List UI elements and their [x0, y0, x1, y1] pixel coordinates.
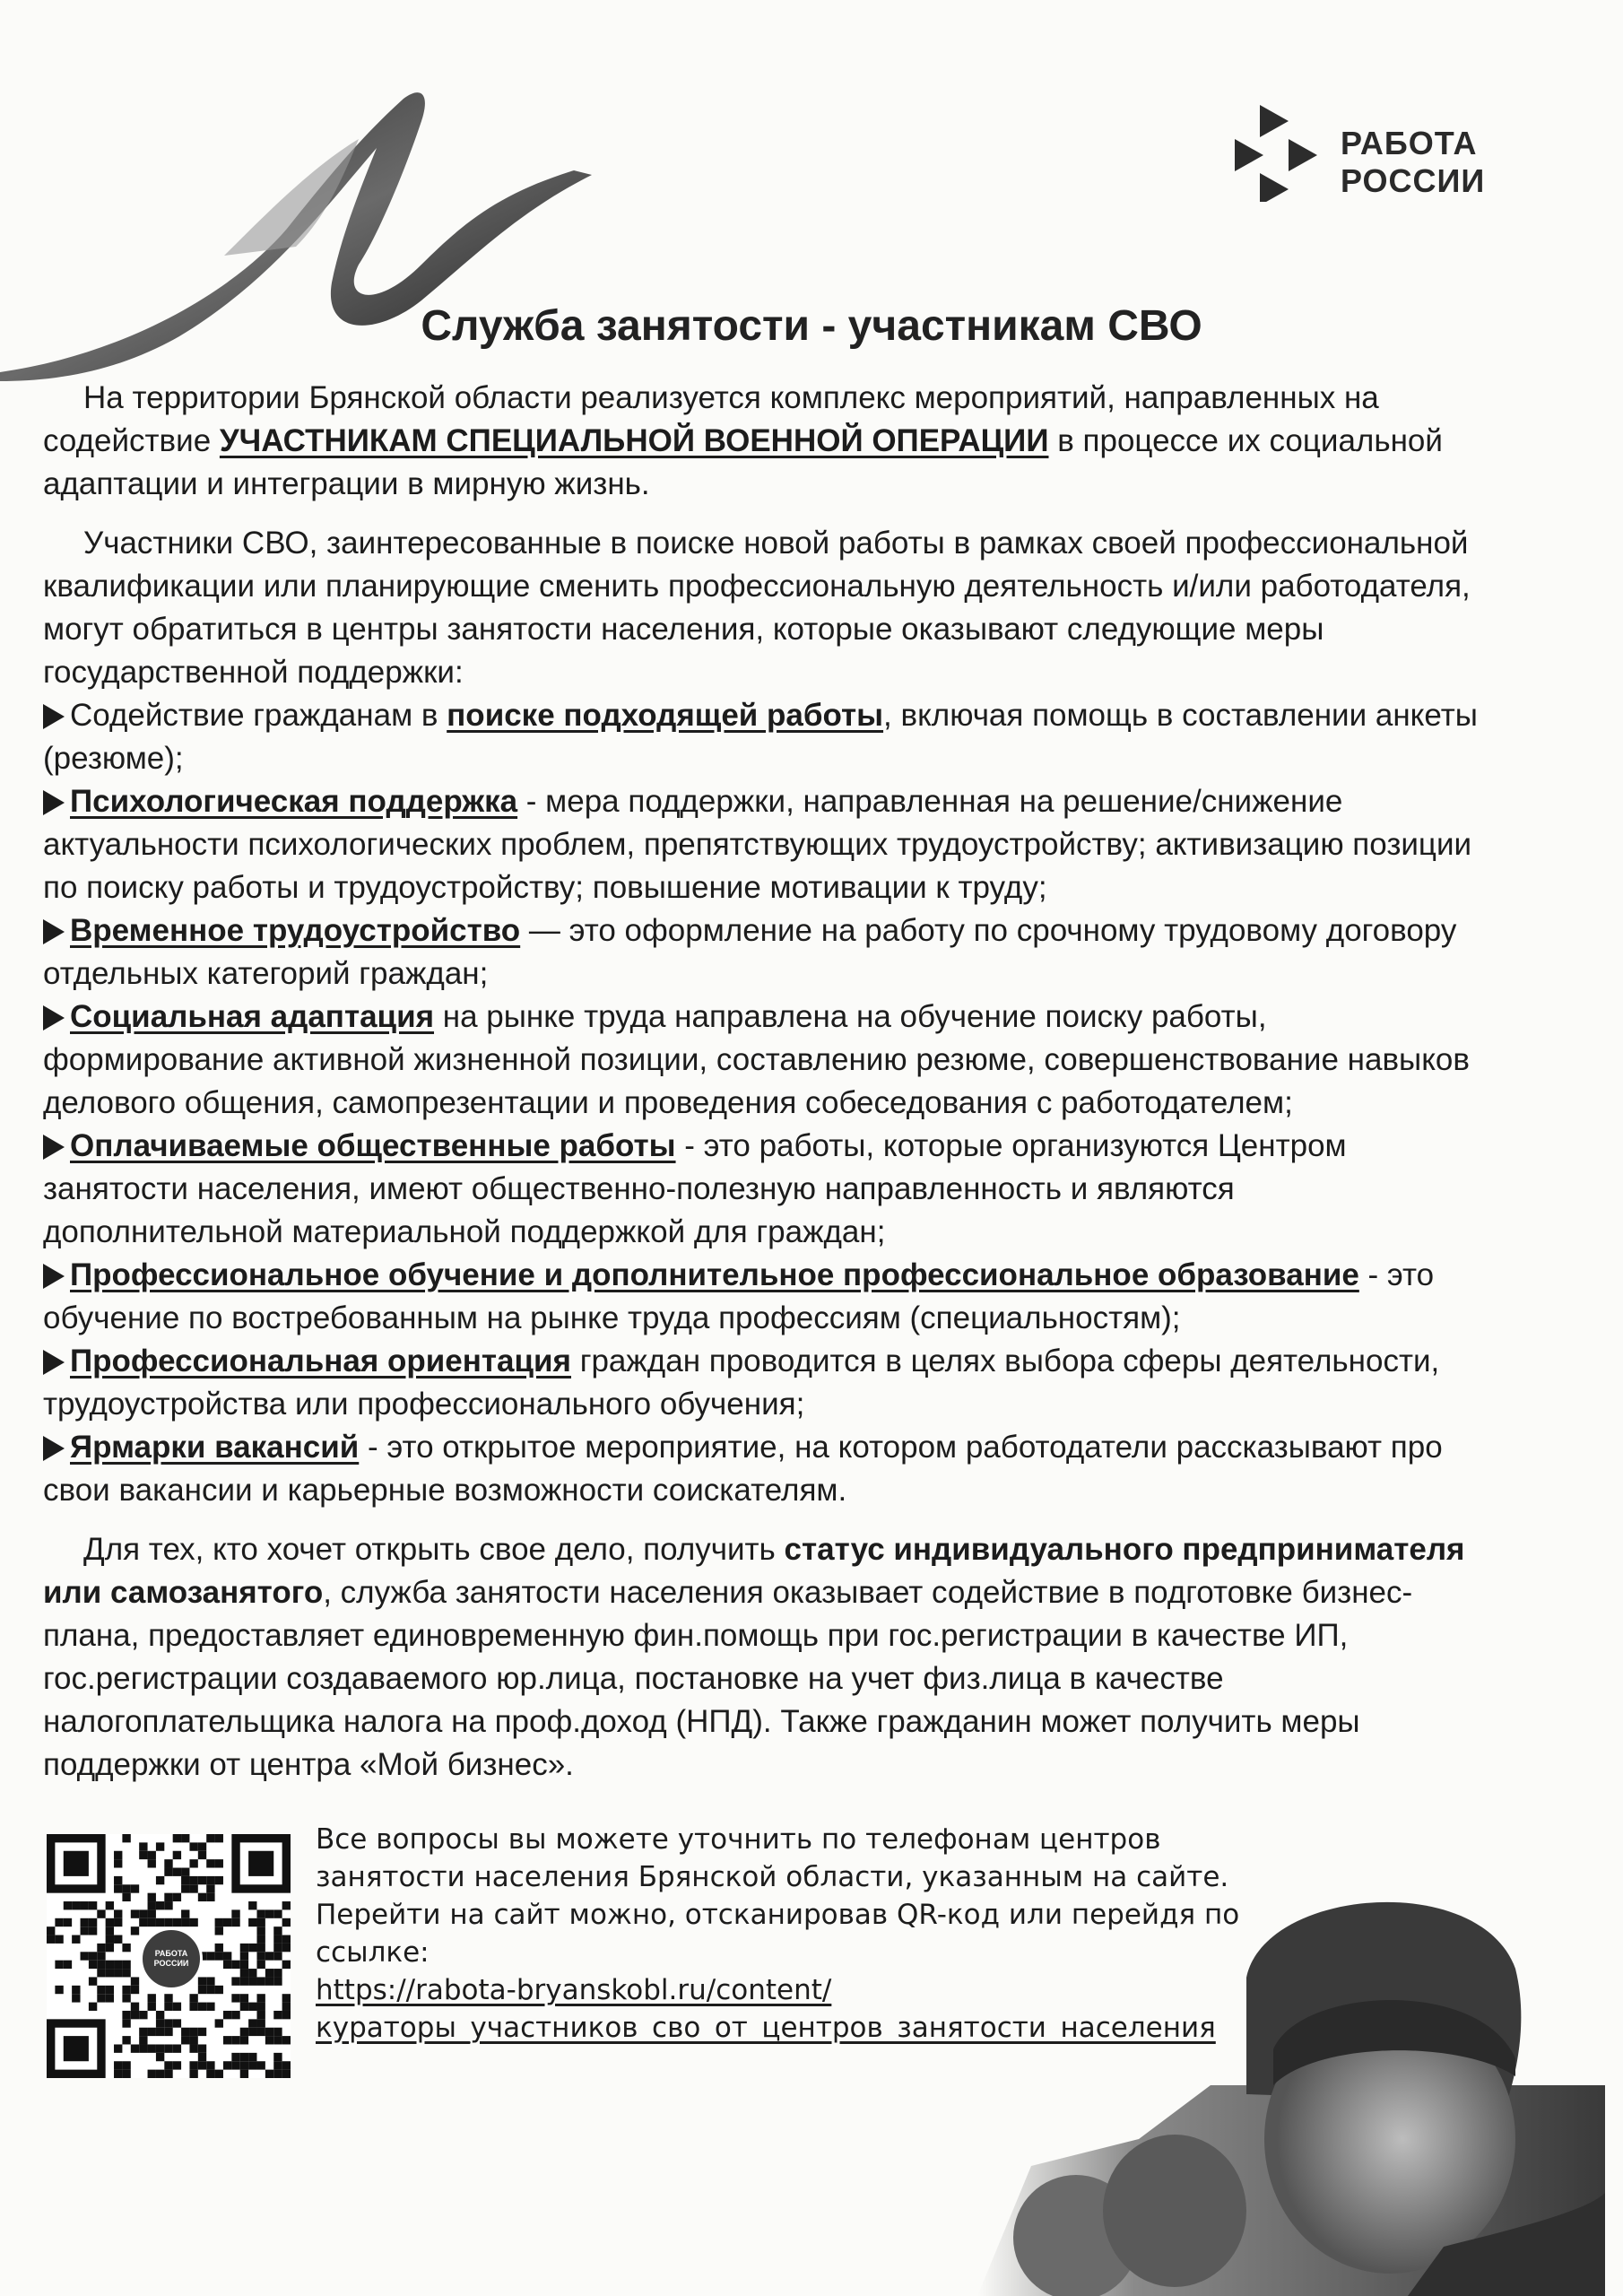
logo-text — [1341, 125, 1485, 200]
qr-code[interactable] — [47, 1834, 291, 2078]
contact-line: занятости населения Брянской области, указанным на сайте. — [316, 1861, 1229, 1893]
arrow-bullet-icon — [43, 1264, 65, 1289]
business-text-end: , служба занятости населения оказывает содействие в подготовке бизнес-плана, предоставляет единовременную фин.помощь при гос.регистрации в качестве ИП, гос.регистрации создаваемого юр.лица, постановке на учет физ.лица в качестве налогоплательщика налога на проф.доход (НПД). Также гражданин может получить меры поддержки от центра «Мой бизнес». — [43, 1575, 1413, 1782]
item-term: Ярмарки вакансий — [70, 1430, 360, 1465]
intro-text: На территории Брянской области реализуется комплекс мероприятий, направленных на содействие — [43, 380, 1379, 458]
item-description: - мера поддержки, направленная на решение/снижение актуальности психологических проблем, препятствующих трудоустройству; активизацию позиции по поиску работы и трудоустройству; повышение мотивации к труду; — [43, 784, 1472, 905]
item-term: Профессиональная ориентация — [70, 1344, 571, 1378]
item-description: - это открытое мероприятие, на котором работодатели рассказывают про свои вакансии и карьерные возможности соискателям. — [43, 1430, 1443, 1508]
item-term: Временное трудоустройство — [70, 913, 521, 948]
item-term: Социальная адаптация — [70, 999, 435, 1034]
site-link[interactable]: https://rabota-bryanskobl.ru/content/ — [316, 1974, 832, 2006]
item-description: - это обучение по востребованным на рынке труда профессиям (специальностям); — [43, 1257, 1435, 1335]
list-item — [43, 1340, 1478, 1426]
support-measures-list — [43, 694, 1478, 1512]
contact-line: Все вопросы вы можете уточнить по телефонам центров — [316, 1823, 1161, 1856]
logo-arrows-icon — [1233, 103, 1332, 202]
item-description: — это оформление на работу по срочному трудовому договору отдельных категорий граждан; — [43, 913, 1457, 991]
intro-paragraph-1 — [43, 377, 1478, 506]
arrow-bullet-icon — [43, 1436, 65, 1461]
list-item — [43, 780, 1478, 909]
intro-text-end: в процессе их социальной адаптации и интеграции в мирную жизнь. — [43, 423, 1443, 501]
arrow-bullet-icon — [43, 1135, 65, 1160]
item-text: Содействие гражданам в — [70, 698, 447, 733]
item-term: Оплачиваемые общественные работы — [70, 1128, 676, 1163]
item-description: на рынке труда направлена на обучение поиску работы, формирование активной жизненной позиции, составлению резюме, совершенствование навыков делового общения, самопрезентации и проведения собеседования с работодателем; — [43, 999, 1470, 1120]
list-item — [43, 909, 1478, 996]
item-description: - это работы, которые организуются Центром занятости населения, имеют общественно-полезную направленность и являются дополнительной материальной поддержкой для граждан; — [43, 1128, 1347, 1249]
business-text: Для тех, кто хочет открыть свое дело, получить — [83, 1532, 785, 1567]
arrow-bullet-icon — [43, 790, 65, 815]
item-term: Психологическая поддержка — [70, 784, 518, 819]
rabota-rossii-logo — [1233, 103, 1520, 202]
arrow-bullet-icon — [43, 919, 65, 944]
main-content — [43, 377, 1478, 1787]
contact-line: Перейти на сайт можно, отсканировав QR-код или перейдя по — [316, 1899, 1240, 1931]
logo-line-1: РАБОТА — [1341, 125, 1478, 161]
item-description: граждан проводится в целях выбора сферы деятельности, трудоустройства или профессионального обучения; — [43, 1344, 1440, 1422]
item-description: , включая помощь в составлении анкеты (резюме); — [43, 698, 1478, 776]
list-item — [43, 1254, 1478, 1340]
business-highlight: статус индивидуального предпринимателя или самозанятого — [43, 1532, 1465, 1610]
soldier-photo — [977, 1870, 1605, 2296]
intro-paragraph-2: Участники СВО, заинтересованные в поиске новой работы в рамках своей профессиональной квалификации или планирующие сменить профессиональную деятельность и/или работодателя, могут обратиться в центры занятости населения, которые оказывают следующие меры государственной поддержки: — [43, 526, 1471, 690]
list-item — [43, 1426, 1478, 1512]
item-term: поиске подходящей работы — [447, 698, 884, 733]
contact-line: ссылке: — [316, 1936, 430, 1969]
qr-logo-badge: РАБОТА РОССИИ — [140, 1927, 203, 1990]
intro-highlight: УЧАСТНИКАМ СПЕЦИАЛЬНОЙ ВОЕННОЙ ОПЕРАЦИИ — [219, 423, 1049, 458]
arrow-bullet-icon — [43, 1350, 65, 1375]
logo-line-2: РОССИИ — [1341, 162, 1486, 199]
list-item — [43, 996, 1478, 1125]
item-term: Профессиональное обучение и дополнительное профессиональное образование — [70, 1257, 1359, 1292]
site-link-path[interactable]: кураторы_участников_сво_от_центров_занятости_населения — [316, 2012, 1216, 2044]
list-item — [43, 694, 1478, 780]
list-item — [43, 1125, 1478, 1254]
arrow-bullet-icon — [43, 704, 65, 729]
arrow-bullet-icon — [43, 1005, 65, 1031]
business-paragraph — [43, 1528, 1478, 1787]
page-title: Служба занятости - участникам СВО — [421, 302, 1202, 350]
